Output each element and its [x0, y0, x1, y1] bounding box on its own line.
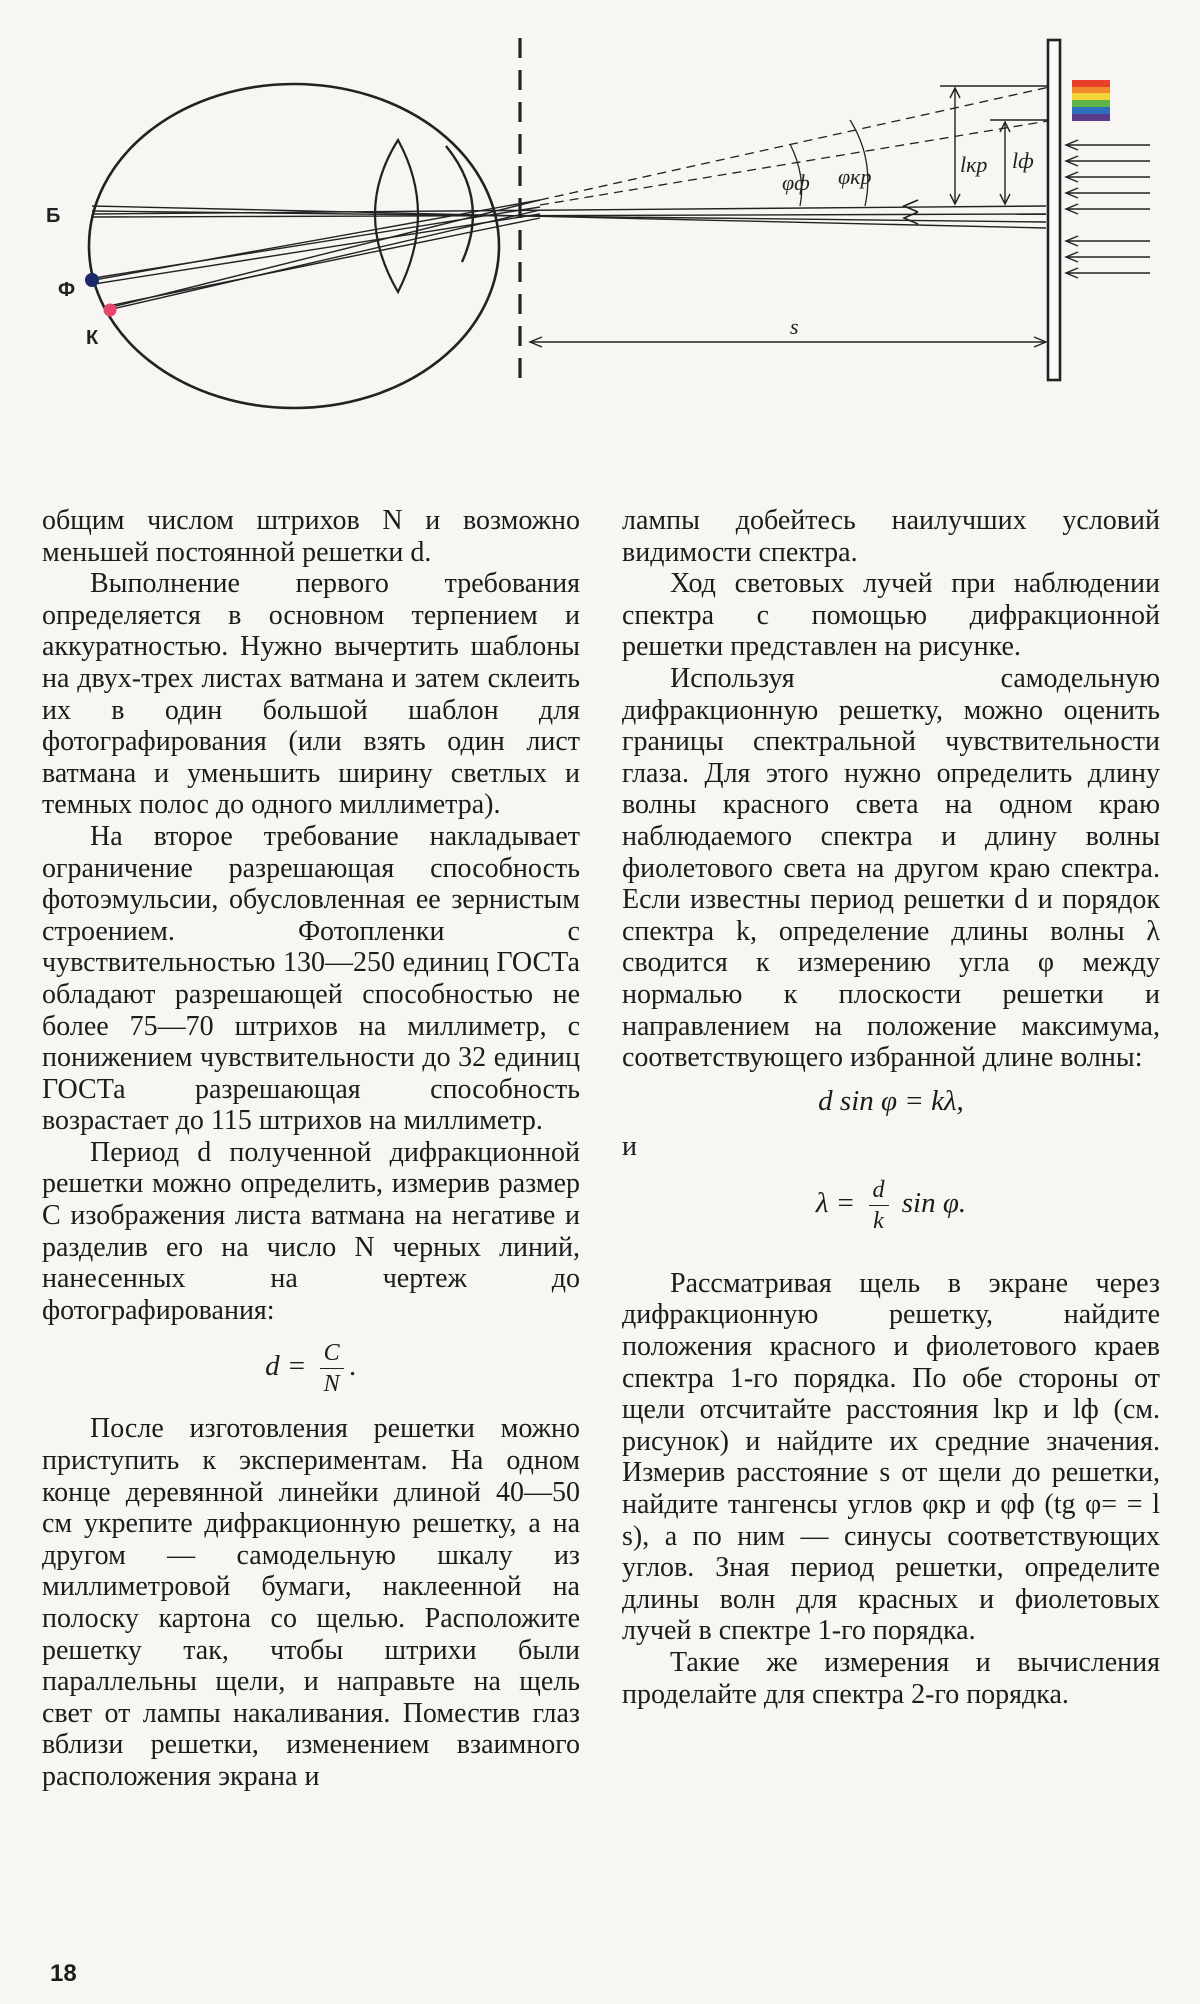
spectrum-yellow [1072, 93, 1110, 100]
spectrum-green [1072, 100, 1110, 107]
right-paragraph-4: Рассматривая щель в экране через дифракционную решетку, найдите положения красного и фиолетового краев спектра 1-го порядка. По обе стороны от щели отсчитайте расстояния lкр и lф (см. рисунок) и найдите их средние значения. Измерив расстояние s от щели до решетки, найдите тангенсы углов φкр и φф (tg φ= = l s), а по ним — синусы соответствующих углов. Зная период решетки, определите длины волн для красных и фиолетовых лучей в спектре 1-го порядка. [622, 1267, 1160, 1647]
label-k: К [86, 327, 99, 349]
formula-d-denominator: N [323, 1371, 340, 1398]
s-dimension [530, 337, 1046, 347]
dimension-lines [940, 86, 1048, 204]
left-paragraph-1: общим числом штрихов N и возможно меньшей постоянной решетки d. [42, 505, 580, 568]
formula-d [42, 1338, 580, 1399]
label-l-f: lф [1012, 148, 1034, 173]
label-l-kr: lкр [960, 152, 988, 177]
formula-lambda-lhs: λ = [815, 1187, 856, 1220]
left-paragraph-3: На второе требование накладывает ограничение разрешающая способность фотоэмульсии, обусловленная ее зернистым строением. Фотопленки с чувствительностью 130—250 единиц ГОСТа обладают разрешающей способностью не более 75—70 штрихов на миллиметр, с понижением чувствительности до 32 единиц ГОСТа разрешающая способность возрастает до 115 штрихов на миллиметр. [42, 820, 580, 1137]
right-paragraph-5: Такие же измерения и вычисления проделайте для спектра 2-го порядка. [622, 1647, 1160, 1710]
incoming-light [1066, 140, 1150, 278]
ray-lines [92, 200, 1046, 310]
right-paragraph-2: Ход световых лучей при наблюдении спектра с помощью дифракционной решетки представлен на рисунке. [622, 568, 1160, 663]
label-phi-kr: φкр [838, 164, 872, 189]
conjunction: и [622, 1131, 637, 1163]
diffraction-grating [1048, 40, 1060, 380]
left-paragraph-2: Выполнение первого требования определяется в основном терпением и аккуратностью. Нужно вычертить шаблоны на двух-трех листах ватмана и затем склеить их в один большой шаблон для фотографирования (или взять один лист ватмана и уменьшить ширину светлых и темных полос до одного миллиметра). [42, 568, 580, 821]
label-s: s [790, 314, 799, 339]
right-paragraph-3: Используя самодельную дифракционную решетку, можно оценить границы спектральной чувствительности глаза. Для этого нужно определить длину волны красного света на одном краю наблюдаемого спектра и длину волны фиолетового света на другом краю спектра. Если известны период решетки d и порядок спектра k, определение длины волны λ сводится к измерению угла φ между нормалью к плоскости решетки и направлением на положение максимума, соответствующего избранной длине волны: [622, 662, 1160, 1074]
spectrum-orange [1072, 87, 1110, 93]
formula-lambda [622, 1175, 1160, 1236]
formula-lambda-rhs: sin φ. [901, 1187, 967, 1220]
formula-d-lhs: d = [265, 1350, 307, 1383]
formula-d-end: . [349, 1350, 357, 1383]
right-column [622, 505, 1160, 1710]
label-b: Б [46, 205, 61, 227]
label-phi-f: φф [782, 170, 810, 195]
formula-grating: d sin φ = kλ, [818, 1084, 964, 1117]
spectrum-red [1072, 80, 1110, 87]
left-paragraph-4: Период d полученной дифракционной решетки можно определить, измерив размер C изображения листа ватмана на негативе и разделив его на число N черных линий, нанесенных на чертеж до фотографирования: [42, 1136, 580, 1326]
right-paragraph-1: лампы добейтесь наилучших условий видимости спектра. [622, 505, 1160, 568]
page-number: 18 [50, 1960, 77, 1987]
formula-d-fraction [320, 1338, 344, 1399]
red-point [104, 304, 117, 317]
violet-point [85, 273, 99, 287]
formula-d-numerator: C [320, 1338, 344, 1369]
formula-lambda-fraction [869, 1175, 889, 1236]
spectrum-band [1072, 80, 1110, 121]
formula-lambda-denominator: k [873, 1207, 884, 1234]
label-f: Ф [58, 279, 76, 301]
left-column [42, 505, 580, 1793]
formula-lambda-numerator: d [869, 1175, 889, 1206]
left-paragraph-5: После изготовления решетки можно приступить к экспериментам. На одном конце деревянной линейки длиной 40—50 см укрепите дифракционную решетку, а на другом — самодельную шкалу из миллиметровой бумаги, наклеенной на полоску картона со щелью. Расположите решетку так, чтобы штрихи были параллельны щели, и направьте на щель свет от лампы накаливания. Поместив глаз вблизи решетки, изменением взаимного расположения экрана и [42, 1413, 580, 1792]
spectrum-blue [1072, 107, 1110, 114]
eye-diffraction-diagram [0, 0, 1200, 470]
spectrum-violet [1072, 114, 1110, 121]
